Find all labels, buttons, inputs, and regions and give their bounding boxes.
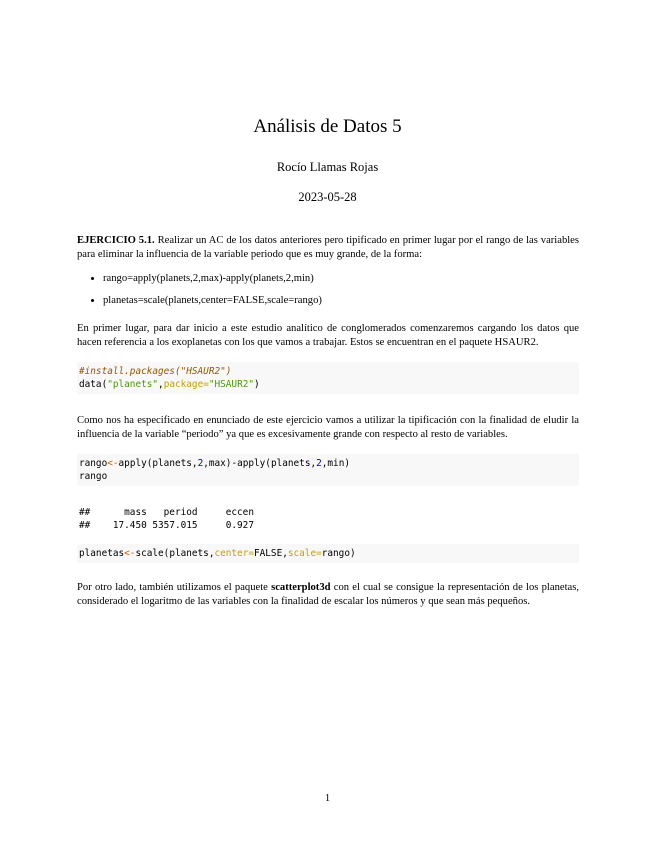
document-date: 2023-05-28 xyxy=(298,190,357,204)
code-token: planetas xyxy=(79,548,125,559)
code-number: 2 xyxy=(197,458,204,469)
exercise-text: Realizar un AC de los datos anteriores pero tipificado en primer lugar por el rango de las variables para eliminar la influencia de la variable periodo que es muy grande, de la forma: xyxy=(77,235,580,260)
scatterplot-paragraph xyxy=(77,581,579,609)
code-token: data( xyxy=(79,379,108,390)
code-token: apply(planets, xyxy=(118,458,198,469)
code-string: "planets" xyxy=(107,379,159,390)
intro-paragraph: En primer lugar, para dar inicio a este estudio analítico de conglomerados comenzaremos cargando los datos que hacen referencia a los exoplanetas con los que vamos a trabajar. Estos se encuentran en el paquete HSAUR2. xyxy=(77,323,579,348)
exercise-paragraph xyxy=(77,234,579,262)
code-token: ,max)-apply(planets, xyxy=(203,458,317,469)
paragraph-text: Por otro lado, también utilizamos el paquete xyxy=(77,582,272,593)
code-token: ) xyxy=(254,379,260,390)
list-item: • rango=apply(planets,2,max)-apply(planets,2,min) xyxy=(103,272,579,286)
code-operator: <- xyxy=(107,458,119,469)
code-argument: package= xyxy=(163,379,209,390)
package-name: scatterplot3d xyxy=(271,582,331,593)
code-comment: #install.packages("HSAUR2") xyxy=(79,366,232,377)
code-string: "HSAUR2" xyxy=(208,379,255,390)
document-title: Análisis de Datos 5 xyxy=(253,116,402,137)
code-token: scale(planets, xyxy=(135,548,215,559)
code-token: rango) xyxy=(321,548,356,559)
code-token: rango xyxy=(79,471,108,482)
code-token: FALSE, xyxy=(254,548,288,559)
output-line: ## mass period eccen xyxy=(79,507,254,518)
code-token: rango xyxy=(79,458,108,469)
code-block-planetas xyxy=(77,544,579,563)
code-token: , xyxy=(158,379,164,390)
code-argument: center= xyxy=(214,548,254,559)
document-author: Rocío Llamas Rojas xyxy=(276,160,379,174)
code-output xyxy=(77,506,579,532)
code-number: 2 xyxy=(316,458,322,469)
code-token: ,min) xyxy=(321,458,350,469)
code-block-rango xyxy=(77,454,579,486)
code-block-data xyxy=(77,362,579,394)
code-argument: scale= xyxy=(287,548,322,559)
code-operator: <- xyxy=(124,548,136,559)
tipificacion-paragraph: Como nos ha especificado en enunciado de este ejercicio vamos a utilizar la tipificación con la finalidad de eludir la influencia de la variable “periodo” ya que es excesivamente grande con respecto al resto de variables. xyxy=(77,415,579,440)
bullet-list xyxy=(77,272,579,308)
list-item: • planetas=scale(planets,center=FALSE,scale=rango) xyxy=(103,294,579,308)
document-body xyxy=(77,234,579,609)
paragraph-text: con el cual se consigue la representación de los planetas, considerado el logaritmo de las variables con la finalidad de escalar los números y que sean más pequeños. xyxy=(77,582,579,607)
output-line: ## 17.450 5357.015 0.927 xyxy=(79,520,254,531)
page-number: 1 xyxy=(324,793,331,804)
exercise-label: EJERCICIO 5.1. xyxy=(77,235,155,246)
